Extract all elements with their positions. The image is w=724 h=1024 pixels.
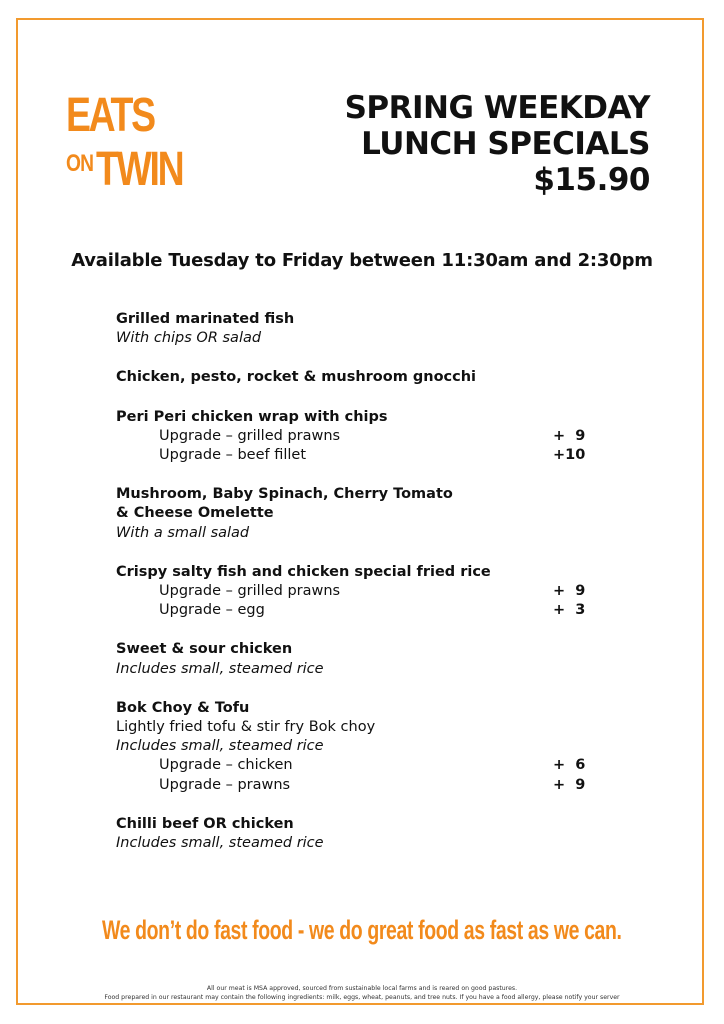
title-price: $15.90 [533,162,650,198]
menu-item-name: Peri Peri chicken wrap with chips [116,408,388,425]
brand-logo [66,89,196,202]
tagline [0,915,724,946]
title-line-1: SPRING WEEKDAY [344,90,650,126]
availability-text: Available Tuesday to Friday between 11:30am and 2:30pm [71,250,653,271]
upgrade-price: + 9 [553,776,586,793]
menu-item [116,699,596,795]
menu-item [116,563,596,621]
menu-item [116,368,596,387]
menu-item-description: Lightly fried tofu & stir fry Bok choy [116,719,376,736]
upgrade-row [116,446,596,465]
upgrade-label: Upgrade – egg [159,602,265,619]
menu-item-name: Grilled marinated fish [116,311,295,327]
menu-item-note: Includes small, steamed rice [116,835,324,852]
menu-item-note: With chips OR salad [116,330,262,347]
upgrade-price: + 9 [553,427,586,444]
logo-eats: EATS [66,89,154,142]
menu-item-name: Mushroom, Baby Spinach, Cherry Tomato [116,486,453,503]
upgrade-label: Upgrade – prawns [159,776,291,793]
menu-list [116,310,596,873]
tagline-text: We don’t do fast food - we do great food as fast as we can. [102,915,622,945]
upgrade-row [116,776,596,795]
footer-note-allergy: Food prepared in our restaurant may contain the following ingredients: milk, eggs, wheat, peanuts, and tree nuts. If you have a food allergy, please notify your server [104,994,620,1001]
title-line-2: LUNCH SPECIALS [361,126,650,162]
menu-item-name: & Cheese Omelette [116,505,274,522]
upgrade-label: Upgrade – beef fillet [159,447,307,464]
upgrade-price: + 6 [553,757,586,774]
upgrade-row [116,601,596,620]
upgrade-row [116,756,596,775]
menu-item-name: Sweet & sour chicken [116,641,293,658]
upgrade-price: + 9 [553,583,586,600]
menu-item-note: Includes small, steamed rice [116,660,324,677]
menu-item [116,815,596,853]
upgrade-label: Upgrade – chicken [159,757,293,774]
menu-item-note: Includes small, steamed rice [116,738,324,755]
upgrade-price: + 3 [553,602,586,619]
menu-item-name: Chilli beef OR chicken [116,815,294,832]
menu-item-name: Chicken, pesto, rocket & mushroom gnocchi [116,369,477,386]
menu-item [116,485,596,543]
logo-on: ON [66,150,94,177]
footer-note-meat: All our meat is MSA approved, sourced from sustainable local farms and is reared on good pastures. [206,985,518,992]
logo-twin: TWIN [96,143,183,196]
menu-item-note: With a small salad [116,524,250,541]
upgrade-row [116,582,596,601]
menu-item-name: Bok Choy & Tofu [116,699,250,716]
upgrade-label: Upgrade – grilled prawns [159,427,341,444]
menu-item-name: Crispy salty fish and chicken special fried rice [116,563,491,580]
menu-item [116,310,596,348]
menu-item [116,408,596,466]
menu-item [116,640,596,678]
upgrade-label: Upgrade – grilled prawns [159,583,341,600]
page-title [345,90,650,198]
upgrade-row [116,427,596,446]
upgrade-price: +10 [553,447,586,464]
